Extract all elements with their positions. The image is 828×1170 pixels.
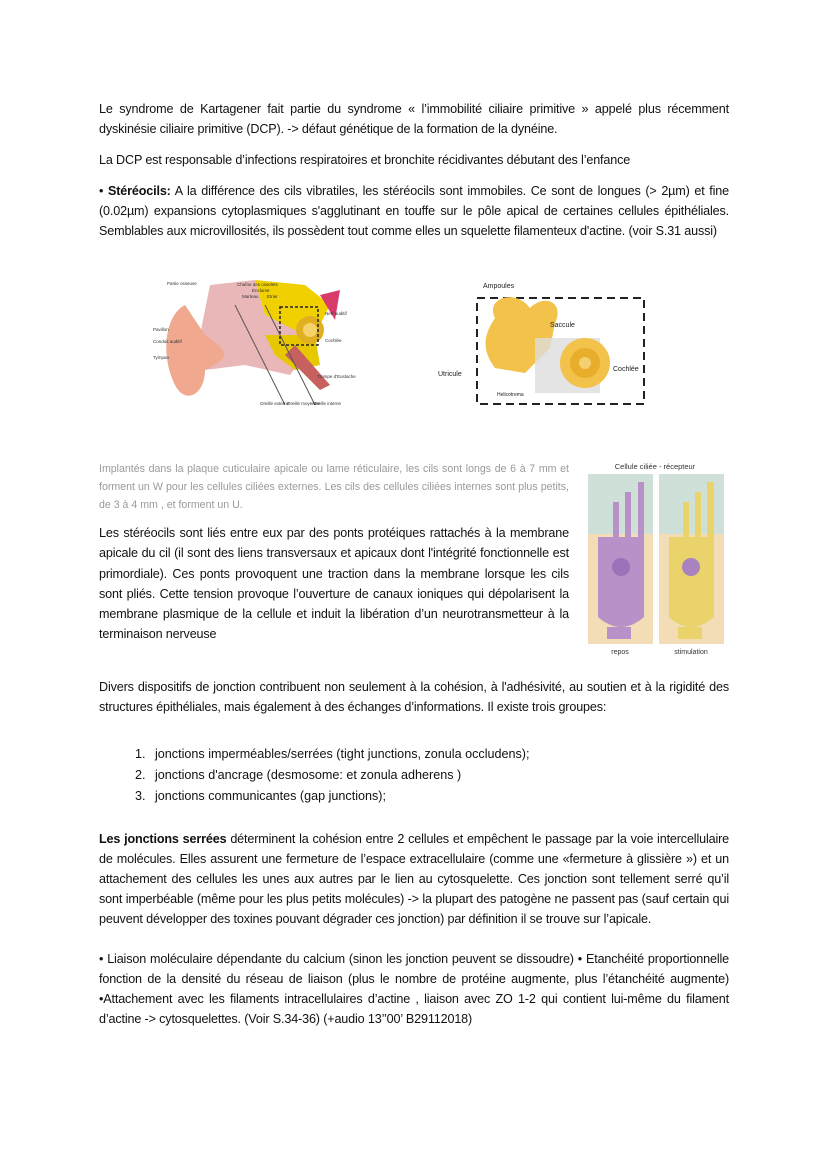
jonctions-serrees-text: déterminent la cohésion entre 2 cellules et empêchent le passage par la voie intercellulaire de molécules. Elles assurent une fermeture de l’espace extracellulaire (comme une «fermeture à glissière ») et un attachement des cellules les unes aux autres par le lien au cytosquelette. Ces jonction sont tellement serré qu’il sont imperbéable (même pour les plus petits molécules) -> la plupart des patogène ne passent pas (sauf certain qui peuvent développer des toxines pouvant dégrader ces jonction) par définition il se trouve sur l’apicale.: [99, 832, 730, 926]
paragraph-liaison: • Liaison moléculaire dépendante du calcium (sinon les jonction peuvent se dissoudre) • Etanchéité proportionnelle fonction de la densité du réseau de liaison (plus le nombre de protéine augmente, plus l’étanchéité augmente) •Attachement avec les filaments intracellulaires d’actine , liaison avec ZO 1-2 qui contient lui-même du filament d’actine -> cytosquelettes. (Voir S.34-36) (+audio 13’’00’ B29112018): [99, 952, 729, 1026]
term-stereocils: Stéréocils:: [107, 184, 171, 198]
ear-label: Oreille moyenne: [287, 401, 320, 406]
inner-ear-label: Cochlée: [613, 366, 639, 373]
ear-label: Conduit auditif: [153, 339, 182, 344]
list-item: 3. jonctions communicantes (gap junctions);: [149, 786, 749, 807]
inner-ear-figure: [435, 278, 650, 410]
label-repos: repos: [611, 649, 629, 656]
inner-ear-label: Utricule: [438, 371, 462, 378]
ear-label: Oreille interne: [313, 401, 342, 406]
paragraph-stereocils: [99, 181, 729, 241]
ear-label: Pavillon: [153, 327, 169, 332]
paragraph-kartagener: Le syndrome de Kartagener fait partie du syndrome « l’immobilité ciliaire primitive » appelé plus récemment dyskinésie ciliaire primitive (DCP). -> défaut génétique de la formation de la dynéine.: [99, 102, 729, 136]
inner-ear-label: Helicotrema: [497, 392, 524, 398]
ear-label: Cochlée: [325, 338, 342, 343]
label-stimulation: stimulation: [674, 649, 708, 656]
ear-label: Tympan: [153, 355, 170, 360]
inner-ear-label: Saccule: [550, 322, 575, 329]
list-item: 1. jonctions imperméables/serrées (tight junctions, zonula occludens);: [149, 744, 749, 765]
ear-label: Etrier: [267, 294, 278, 299]
list-item: 2. jonctions d'ancrage (desmosome: et zonula adherens ): [149, 765, 749, 786]
ear-label: Oreille externe: [260, 401, 290, 406]
paragraph-jonctions: Divers dispositifs de jonction contribuent non seulement à la cohésion, à l'adhésivité, au soutien et à la rigidité des structures épithéliales, mais également à des échanges d’informations. Il existe trois groupes:: [99, 680, 729, 714]
paragraph-dcp: La DCP est responsable d’infections respiratoires et bronchite récidivantes débutant des l’enfance: [99, 153, 631, 167]
ear-label: Marteau: [242, 294, 259, 299]
ear-label: Partie osseuse: [167, 281, 197, 286]
paragraph-stereocils-bridges: Les stéréocils sont liés entre eux par des ponts protéiques rattachés à la membrane apicale du cil (il sont des liens transversaux et apicaux dont l'intégrité fonctionnelle est primordiale). Ces ponts provoquent une traction dans la membrane lorsque les cils sont pliés. Cette tension provoque l’ouverture de canaux ioniques qui dépolarisent la membrane plasmique de la cellule et induit la libération d’un neurotransmetteur à la terminaison nerveuse: [99, 526, 569, 642]
cell-figure-title: Cellule ciliée - récepteur: [614, 462, 696, 471]
image-caption: Implantés dans la plaque cuticulaire apicale ou lame réticulaire, les cils sont longs de 6 à 7 mm et forment un W pour les cellules ciliées externes. Les cils des cellules ciliées internes sont plus petits, de 3 à 4 mm , et forment un U.: [99, 463, 569, 511]
paragraph-jonctions-serrees: [99, 829, 729, 929]
term-jonctions-serrees: Les jonctions serrées: [99, 832, 227, 846]
ear-label: Chaîne des osselets: [237, 282, 278, 287]
ear-label: Trompe d'Eustache: [317, 374, 356, 379]
jonction-groups-list: [99, 744, 749, 807]
hair-cell-figure: [583, 457, 728, 659]
stereocils-text: A la différence des cils vibratiles, les stéréocils sont immobiles. Ce sont de longues (> 2µm) et fine (0.02µm) expansions cytoplasmiques s'agglutinant en touffe sur le pôle apical de certaines cellules épithéliales. Semblables aux microvillosités, ils possèdent tout comme elles un squelette filamenteux d'actine. (voir S.31 aussi): [99, 184, 730, 238]
bullet: •: [99, 184, 108, 198]
inner-ear-label: Ampoules: [483, 283, 515, 290]
ear-anatomy-figure: [145, 275, 365, 415]
ear-label: Enclume: [252, 288, 270, 293]
ear-label: Nerf auditif: [325, 311, 347, 316]
